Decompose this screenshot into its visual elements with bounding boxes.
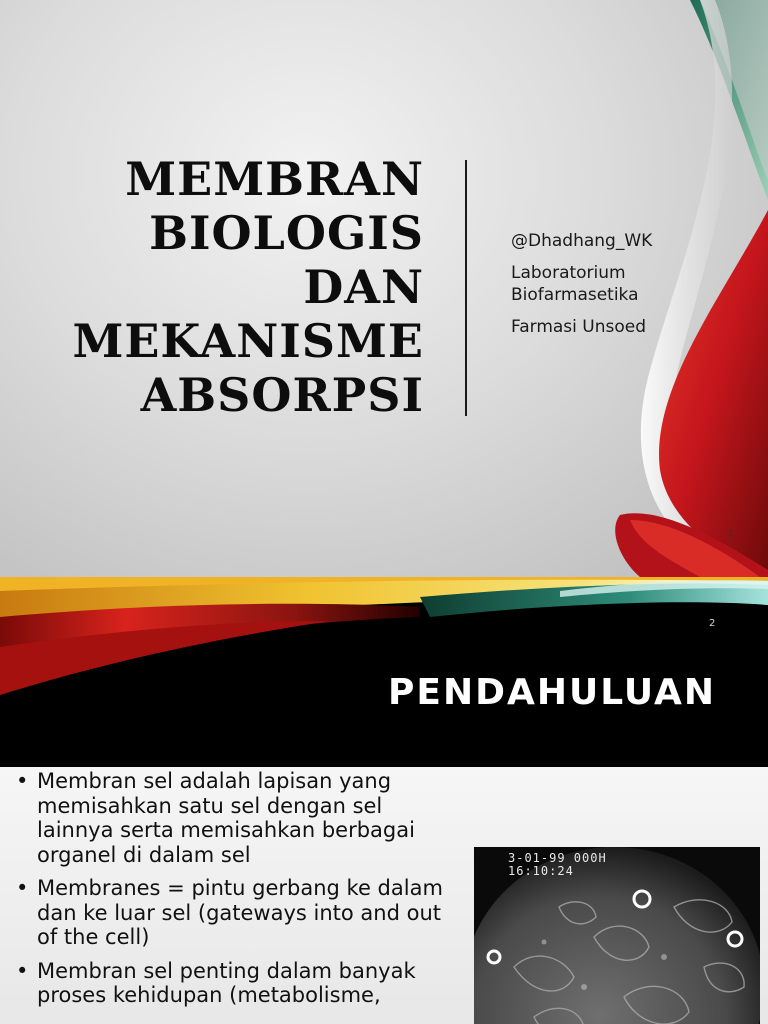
- bullet-item: • Membran sel adalah lapisan yang memisahkan satu sel dengan sel lainnya serta memisahkan berbagai organel di dalam sel: [14, 769, 464, 867]
- presentation-title: [72, 152, 424, 422]
- author-handle: @Dhadhang_WK: [511, 231, 653, 251]
- micrograph-time: 16:10:24: [508, 864, 574, 878]
- title-line: ABSORPSI: [140, 368, 424, 422]
- faculty-name: Farmasi Unsoed: [511, 317, 647, 337]
- title-line: MEKANISME: [72, 314, 424, 368]
- section-heading: PENDAHULUAN: [388, 672, 716, 713]
- bullet-list: [14, 769, 464, 1017]
- slide-number: 1: [728, 529, 734, 539]
- bullet-item: • Membranes = pintu gerbang ke dalam dan ke luar sel (gateways into and out of the cell): [14, 876, 464, 950]
- author-info: [511, 230, 671, 338]
- bullet-item: • Membran sel penting dalam banyak proses kehidupan (metabolisme,: [14, 959, 464, 1008]
- title-line: BIOLOGIS: [149, 206, 424, 260]
- cell-micrograph: [474, 847, 760, 1024]
- micrograph-date: 3-01-99 000H: [508, 851, 607, 865]
- slide-2: [0, 577, 768, 1024]
- slide-number: 2: [709, 618, 716, 629]
- title-line: MEMBRAN: [125, 152, 424, 206]
- lab-name: Laboratorium Biofarmasetika: [511, 263, 639, 305]
- title-line: DAN: [303, 260, 424, 314]
- micrograph-timestamp: [508, 852, 607, 878]
- title-divider: [465, 160, 467, 416]
- slide-content: [0, 767, 768, 1024]
